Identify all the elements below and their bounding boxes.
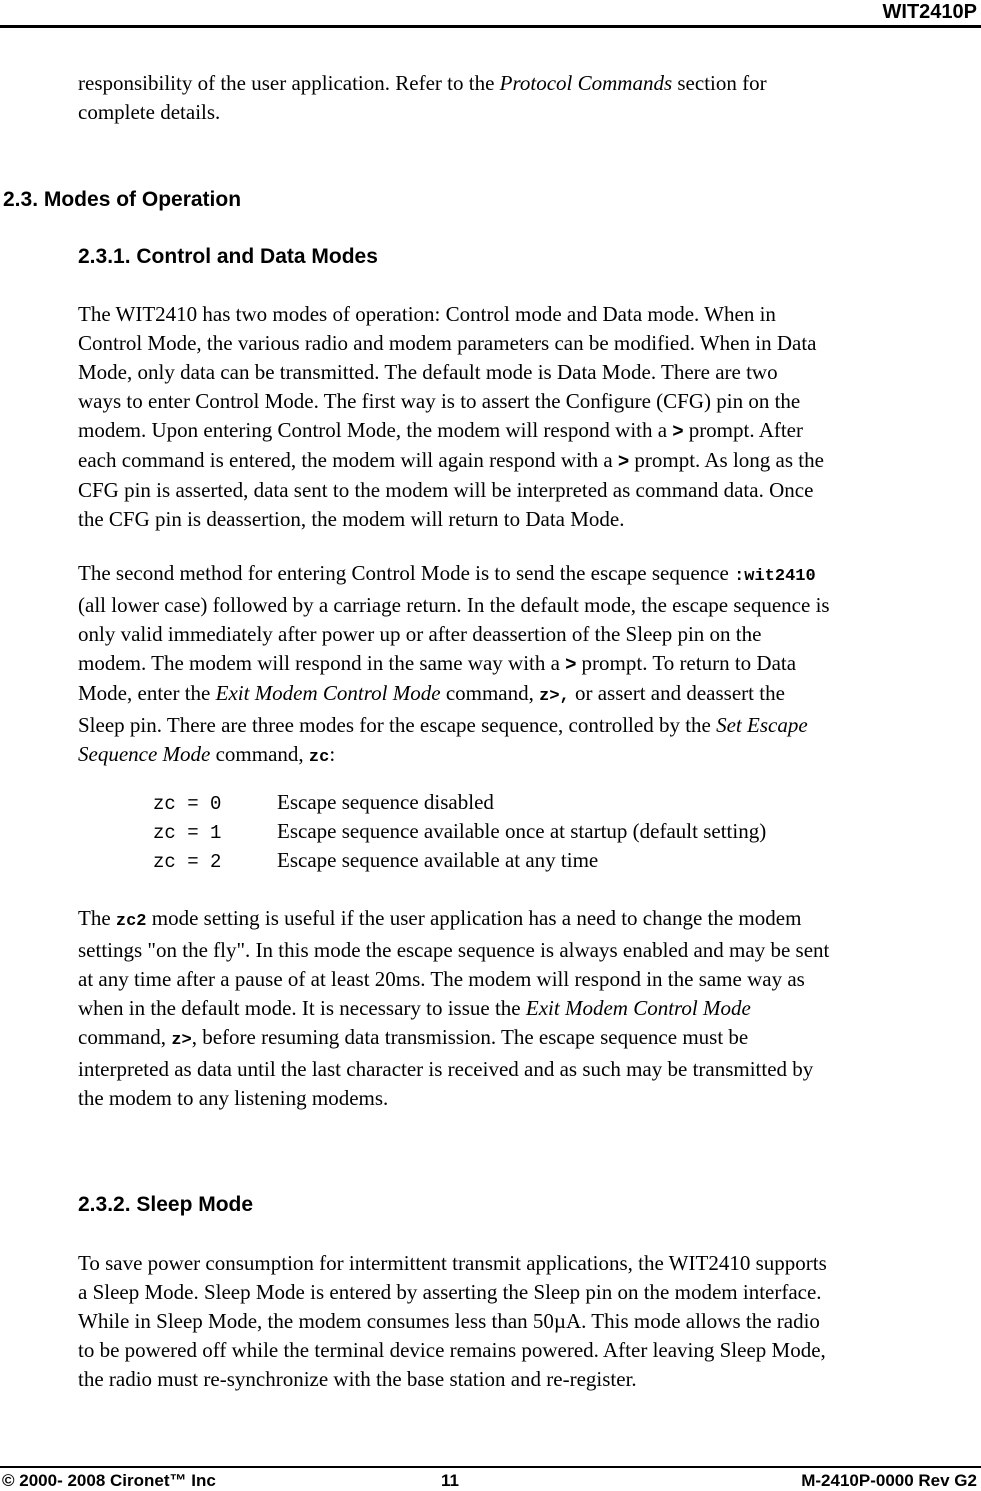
text-line: the radio must re-synchronize with the base station and re-register. xyxy=(78,1367,637,1391)
text-line: The WIT2410 has two modes of operation: Control mode and Data mode. When in xyxy=(78,302,776,326)
mode-code: zc = 0 xyxy=(153,793,222,815)
mode-code: zc = 2 xyxy=(153,851,222,873)
header-title: WIT2410P xyxy=(882,1,977,23)
text-line: prompt. After xyxy=(683,418,803,442)
text-line: command, xyxy=(440,681,540,705)
text-line: The xyxy=(78,906,116,930)
text-line: Mode, only data can be transmitted. The default mode is Data Mode. There are two xyxy=(78,360,778,384)
footer-doc-id: M-2410P-0000 Rev G2 xyxy=(801,1471,977,1490)
text-line: settings "on the fly". In this mode the escape sequence is always enabled and may be sent xyxy=(78,938,830,962)
intro-text: complete details. xyxy=(78,100,221,124)
header-rule xyxy=(0,25,981,28)
text-line: Control Mode, the various radio and modem parameters can be modified. When in Data xyxy=(78,331,817,355)
text-line: command, xyxy=(78,1025,172,1049)
exit-command-code: z> xyxy=(171,1031,192,1050)
mode-code: zc = 1 xyxy=(153,822,222,844)
paragraph-sleep-mode xyxy=(78,1249,978,1394)
text-line: modem. Upon entering Control Mode, the modem will respond with a xyxy=(78,418,673,442)
text-line: the modem to any listening modems. xyxy=(78,1086,389,1110)
paragraph-escape-sequence xyxy=(78,559,978,772)
intro-paragraph xyxy=(78,69,978,127)
text-line: to be powered off while the terminal device remains powered. After leaving Sleep Mode, xyxy=(78,1338,826,1362)
text-line: only valid immediately after power up or after deassertion of the Sleep pin on the xyxy=(78,622,762,646)
footer-copyright: © 2000- 2008 Cironet™ Inc xyxy=(2,1471,216,1490)
prompt-symbol: > xyxy=(565,654,577,675)
text-line: interpreted as data until the last character is received and as such may be transmitted by xyxy=(78,1057,814,1081)
prompt-symbol: > xyxy=(672,421,684,442)
set-escape-sequence-mode-ref: Set Escape xyxy=(716,713,808,737)
mode-description: Escape sequence available once at startup (default setting) xyxy=(277,819,767,843)
mode-row-2 xyxy=(153,846,598,877)
text-line: (all lower case) followed by a carriage return. In the default mode, the escape sequence is xyxy=(78,593,830,617)
exit-command-code: z>, xyxy=(539,687,570,706)
mode-description: Escape sequence disabled xyxy=(277,790,494,814)
exit-modem-control-mode-ref: Exit Modem Control Mode xyxy=(525,996,751,1020)
text-line: The second method for entering Control Mode is to send the escape sequence xyxy=(78,561,735,585)
prompt-symbol: > xyxy=(618,451,630,472)
paragraph-control-data-modes xyxy=(78,300,978,534)
mode-row-1 xyxy=(153,817,766,848)
text-line: While in Sleep Mode, the modem consumes less than 50µA. This mode allows the radio xyxy=(78,1309,820,1333)
section-heading-modes-of-operation: 2.3. Modes of Operation xyxy=(3,188,242,211)
text-line: a Sleep Mode. Sleep Mode is entered by asserting the Sleep pin on the modem interface. xyxy=(78,1280,822,1304)
text-line: or assert and deassert the xyxy=(569,681,785,705)
text-line: when in the default mode. It is necessary to issue the xyxy=(78,996,526,1020)
text-line: ways to enter Control Mode. The first way is to assert the Configure (CFG) pin on the xyxy=(78,389,801,413)
text-line: To save power consumption for intermittent transmit applications, the WIT2410 supports xyxy=(78,1251,827,1275)
section-heading-control-and-data-modes: 2.3.1. Control and Data Modes xyxy=(78,245,378,268)
mode-row-0 xyxy=(153,788,494,819)
section-heading-sleep-mode: 2.3.2. Sleep Mode xyxy=(78,1193,254,1216)
text-line: Mode, enter the xyxy=(78,681,216,705)
text-line: the CFG pin is deassertion, the modem will return to Data Mode. xyxy=(78,507,625,531)
text-line: Sleep pin. There are three modes for the escape sequence, controlled by the xyxy=(78,713,717,737)
text-line: prompt. To return to Data xyxy=(576,651,797,675)
paragraph-zc2-mode xyxy=(78,904,978,1113)
text-line: : xyxy=(329,742,336,766)
set-escape-sequence-mode-ref: Sequence Mode xyxy=(78,742,211,766)
text-line: prompt. As long as the xyxy=(629,448,824,472)
intro-text: section for xyxy=(672,71,767,95)
text-line: mode setting is useful if the user application has a need to change the modem xyxy=(146,906,802,930)
protocol-commands-ref: Protocol Commands xyxy=(499,71,673,95)
intro-text: responsibility of the user application. Refer to the xyxy=(78,71,500,95)
exit-modem-control-mode-ref: Exit Modem Control Mode xyxy=(215,681,441,705)
text-line: , before resuming data transmission. The escape sequence must be xyxy=(191,1025,749,1049)
footer-page-number: 11 xyxy=(441,1471,459,1490)
mode-description: Escape sequence available at any time xyxy=(277,848,599,872)
footer-rule xyxy=(0,1466,981,1468)
zc-command-code: zc xyxy=(308,748,330,767)
text-line: each command is entered, the modem will again respond with a xyxy=(78,448,619,472)
escape-sequence-code: :wit2410 xyxy=(734,567,816,586)
text-line: command, xyxy=(210,742,309,766)
zc2-code: zc2 xyxy=(115,912,147,931)
text-line: CFG pin is asserted, data sent to the modem will be interpreted as command data. Once xyxy=(78,478,814,502)
text-line: at any time after a pause of at least 20ms. The modem will respond in the same way as xyxy=(78,967,805,991)
text-line: modem. The modem will respond in the same way with a xyxy=(78,651,566,675)
